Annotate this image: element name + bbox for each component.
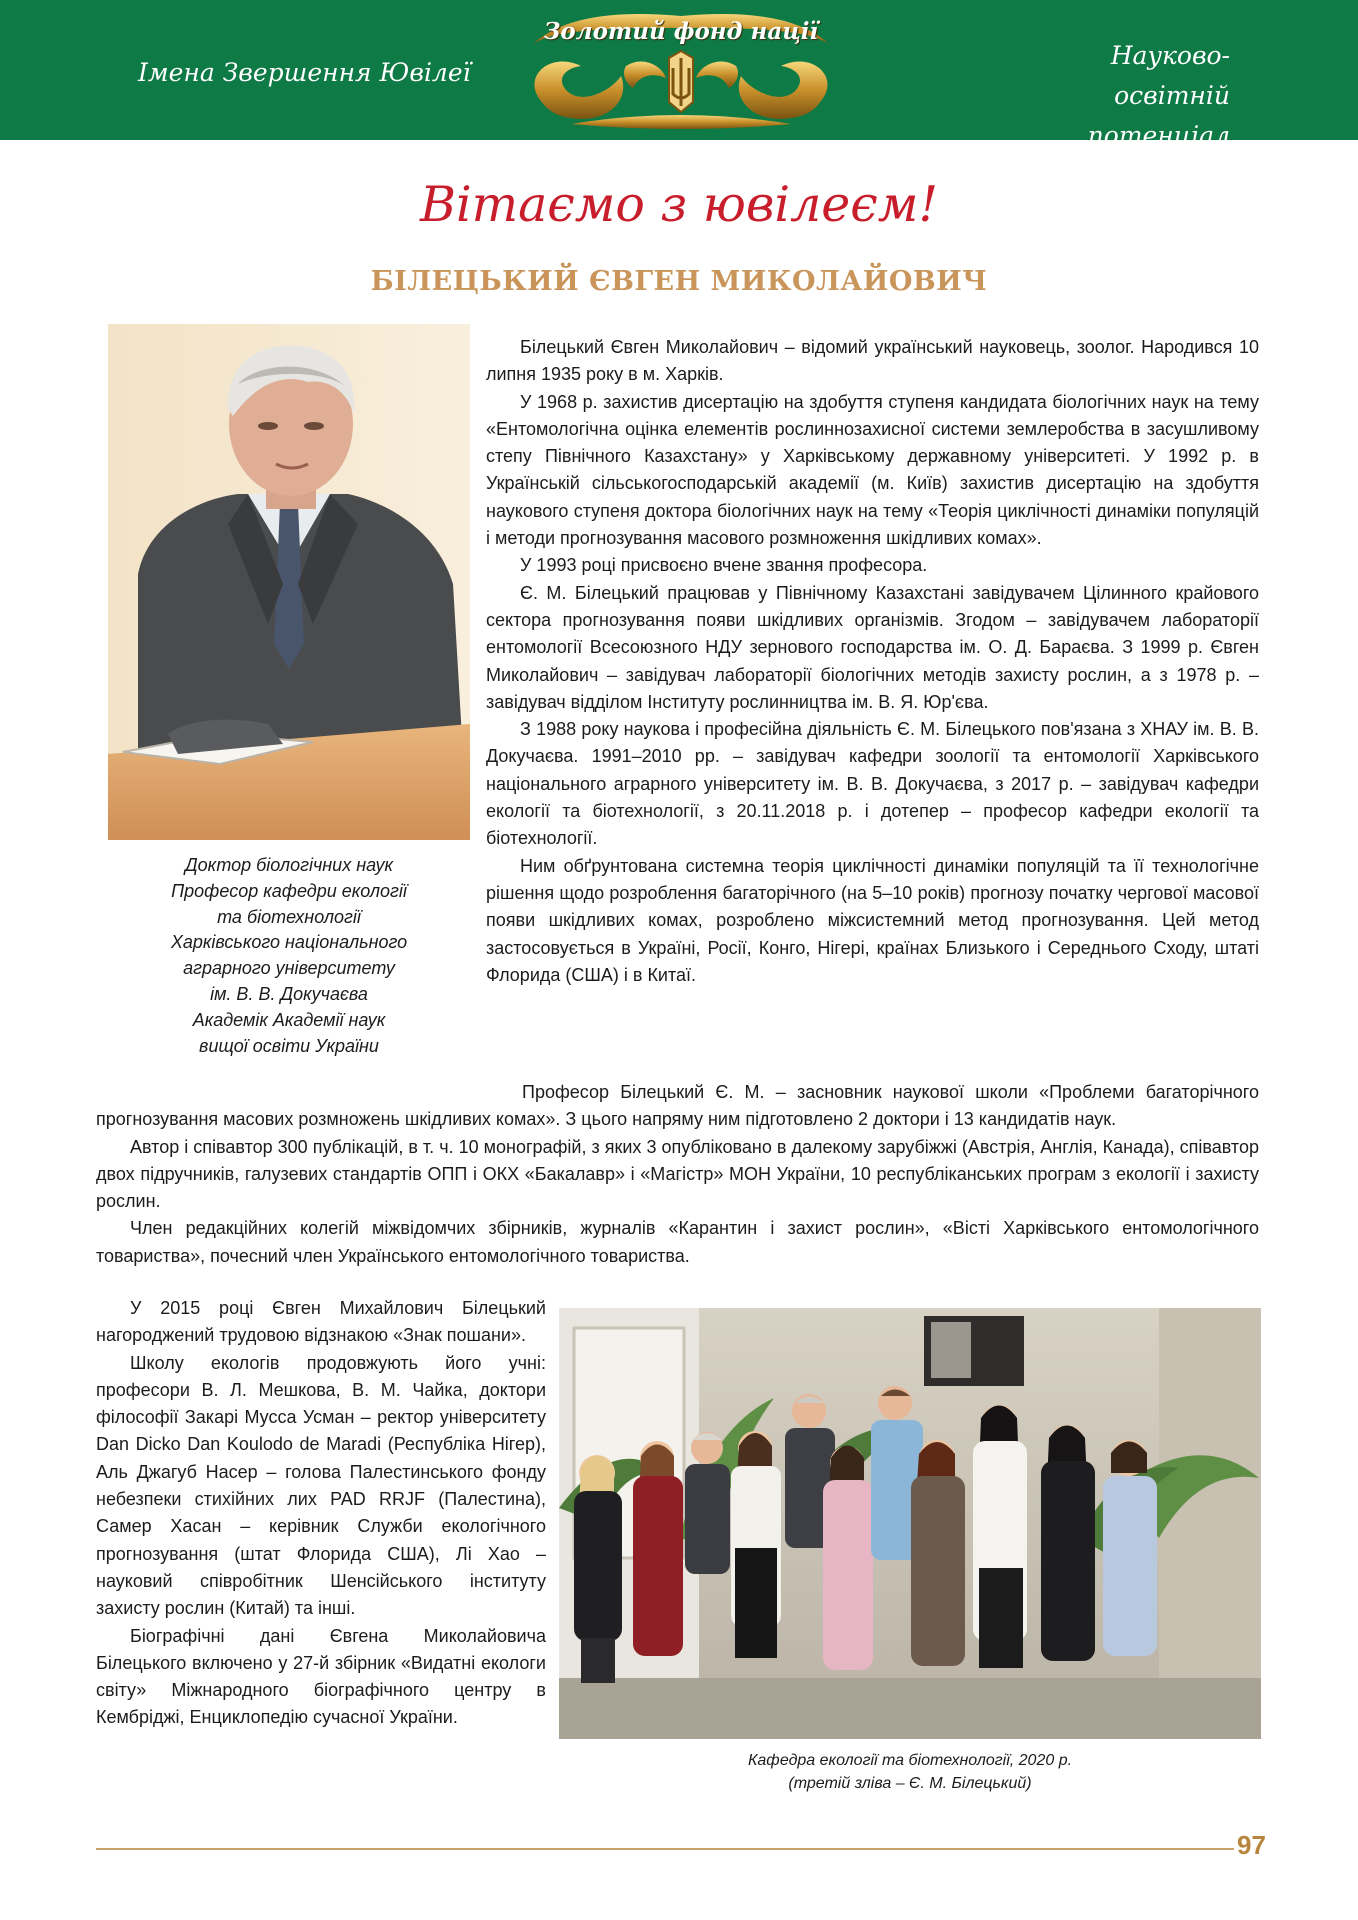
portrait-caption-line: Харківського національного [170,932,408,953]
body-paragraph: Є. М. Білецький працював у Північному Казахстані завідувачем Цілинного крайового сектора прогнозування появи шкідливих організмів. Згодом – завідувачем лабораторії ентомології Всесоюзного НДУ зернового господарства ім. О. Д. Бараєва. З 1999 р. Євген Миколайович – завідувач лабораторії біологічних методів захисту рослин, а з 1978 р. – завідувач відділом Інституту рослинництва ім. В. Я. Юр'єва. [486,582,1259,712]
body-paragraph: Біографічні дані Євгена Миколайовича Білецького включено у 27-й збірник «Видатні екологи світу» Міжнародного біографічного центру в Кембріджі, Енциклопедію сучасної України. [96,1625,546,1728]
group-photo-caption [559,1749,1261,1795]
page-number: 97 [1237,1830,1266,1860]
emblem [511,6,851,136]
header-right-line-1: Науково-освітній [1110,41,1230,110]
body-paragraph: Член редакційних колегій міжвідомчих збірників, журналів «Карантин і захист рослин», «Вісті Харківського ентомологічного товариства», почесний член Українського ентомологічного товариства. [96,1218,1259,1266]
body-paragraph: У 1968 р. захистив дисертацію на здобуття ступеня кандидата біологічних наук на тему «Ентомологічна оцінка елементів рослиннозахисної системи землеробства в засушливому степу Північного Казахстану» у Харківському державному університеті. У 1992 р. в Українській сільськогосподарській академії (м. Київ) захистив дисертацію на здобуття наукового ступеня доктора біологічних наук на тему «Теорія циклічності динаміки популяцій і методи прогнозування масового розмноження шкідливих комах». [486,391,1259,549]
greeting-title: Вітаємо з ювілеєм! [419,176,939,233]
group-caption-line: (третій зліва – Є. М. Білецький) [788,1775,1032,1792]
body-paragraph: Автор і співавтор 300 публікацій, в т. ч. 10 монографій, з яких 3 опубліковано в далекому зарубіжжі (Австрія, Англія, Канада), співавтор двох підручників, галузевих стандартів ОПП і ОКХ «Бакалавр» і «Магістр» МОН України, 10 республіканських програм з екології і захисту рослин. [96,1136,1259,1212]
body-paragraph: У 1993 році присвоєно вчене звання професора. [520,555,928,576]
body-paragraph: У 2015 році Євген Михайлович Білецький нагороджений трудовою відзнакою «Знак пошани». [96,1298,546,1346]
portrait-caption-line: та біотехнології [217,906,361,927]
portrait-caption-line: Академік Академії наук [192,1009,386,1030]
body-paragraph: З 1988 року наукова і професійна діяльність Є. М. Білецького пов'язана з ХНАУ ім. В. В. Докучаєва. 1991–2010 рр. – завідувач кафедри зоології та ентомології Харківського національного аграрного університету ім. В. В. Докучаєва, з 2017 р. – завідувач кафедри екології та біотехнології, з 20.11.2018 р. і дотепер – професор кафедри екології та біотехнології. [486,719,1259,849]
portrait-caption-line: Професор кафедри екології [171,880,407,901]
header-right-line-2: потенціал України [1087,121,1230,190]
portrait-photo [108,324,470,840]
body-paragraph: Ним обґрунтована системна теорія циклічності динаміки популяцій та її технологічне рішення щодо розроблення багаторічного (на 5–10 років) прогнозу початку чергової масової появи шкідливих комах, розроблено міжсистемний метод прогнозування. Цей метод застосовується в Україні, Росії, Конго, Нігері, країнах Близького і Середнього Сходу, штаті Флорида (США) і в Китаї. [486,855,1259,985]
body-paragraph: Професор Білецький Є. М. – засновник наукової школи «Проблеми багаторічного прогнозування масових розмножень шкідливих комах». З цього напряму ним підготовлено 2 доктори і 13 кандидатів наук. [96,1082,1259,1130]
footer-rule [96,1848,1234,1850]
group-photo [559,1308,1261,1739]
person-name: БІЛЕЦЬКИЙ ЄВГЕН МИКОЛАЙОВИЧ [370,266,988,297]
header-left-text: Імена Звершення Ювілеї [138,58,471,87]
body-paragraph: Білецький Євген Миколайович – відомий український науковець, зоолог. Народився 10 липня 1935 року в м. Харків. [486,337,1259,385]
portrait-caption-line: ім. В. В. Докучаєва [210,983,368,1004]
header-band [0,0,1358,190]
portrait-caption-line: вищої освіти України [199,1035,379,1056]
portrait-caption-line: Доктор біологічних наук [184,855,394,875]
article-body-bottom [96,1295,546,1732]
article-body-column [486,334,1259,989]
emblem-title: Золотий фонд нації [543,18,819,45]
group-caption-line: Кафедра екології та біотехнології, 2020 р. [747,1752,1073,1769]
body-paragraph: Школу екологів продовжують його учні: професори В. Л. Мешкова, В. М. Чайка, доктори філософії Закарі Мусса Усман – ректор університету Dan Dicko Dan Koulodo de Maradi (Республіка Нігер), Аль Джагуб Насер – голова Палестинського фонду небезпеки стихійних лих PAD RRJF (Палестина), Самер Хасан – керівник Служби екологічного прогнозування (штат Флорида США), Лі Хао – науковий співробітник Шенсійського інституту захисту рослин (Китай) та інші. [96,1352,546,1619]
article-body-full [96,1079,1259,1270]
portrait-caption [108,853,470,1059]
portrait-caption-line: аграрного університету [183,958,395,979]
header-right-text [1030,36,1230,196]
